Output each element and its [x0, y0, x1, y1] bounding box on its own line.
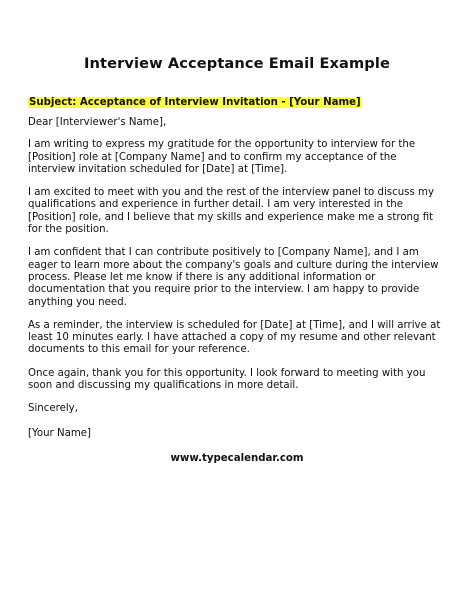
website-url[interactable]: www.typecalendar.com	[170, 452, 304, 464]
page-title: Interview Acceptance Email Example	[84, 55, 390, 72]
email-subject	[28, 96, 446, 109]
body-paragraph-5: Once again, thank you for this opportunity. I look forward to meeting with you soon and discussing my qualifications in more detail.	[28, 367, 426, 392]
body-paragraph-1: I am writing to express my gratitude for the opportunity to interview for the [Position] role at [Company Name] and to confirm my acceptance of the interview invitation scheduled for [Date] at [Time].	[28, 139, 416, 175]
body-paragraph-4: As a reminder, the interview is scheduled for [Date] at [Time], and I will arrive at least 10 minutes early. I have attached a copy of my resume and other relevant documents to this email for your reference.	[28, 319, 441, 356]
signature-name: [Your Name]	[28, 427, 91, 439]
body-paragraph-2: I am excited to meet with you and the rest of the interview panel to discuss my qualifications and experience in further detail. I am very interested in the [Position] role, and I believe that my skills and experience make me a strong fit for the position.	[28, 187, 434, 236]
email-closing: Sincerely,	[28, 403, 78, 415]
body-paragraph-3: I am confident that I can contribute positively to [Company Name], and I am eager to learn more about the company's goals and culture during the interview process. Please let me know if there is any additional information or documentation that you require prior to the interview. I am happy to provide anything you need.	[28, 247, 439, 308]
email-greeting: Dear [Interviewer's Name],	[28, 117, 167, 128]
subject-highlight: Subject: Acceptance of Interview Invitation - [Your Name]	[29, 97, 361, 108]
